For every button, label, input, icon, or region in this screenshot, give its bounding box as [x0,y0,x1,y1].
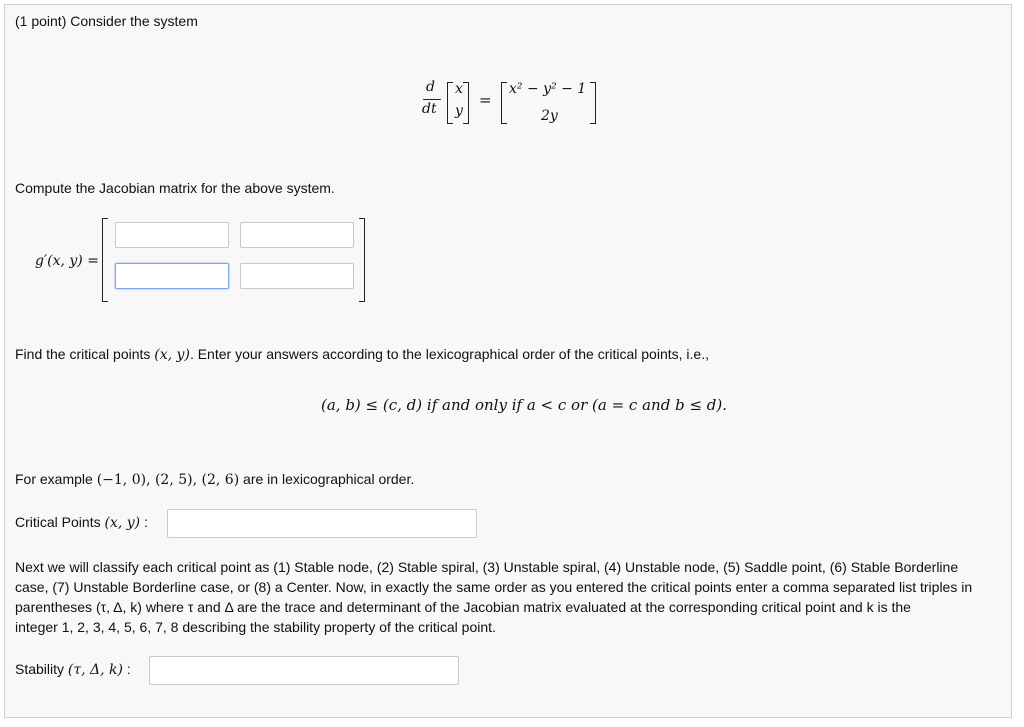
lexicographic-rule: (a, b) ≤ (c, d) if and only if a < c or (a = c and b ≤ d). [321,396,727,414]
critical-label-math: (x, y) [104,515,141,531]
problem-header: (1 point) Consider the system [15,13,198,29]
classify-line-1: Next we will classify each critical point as (1) Stable node, (2) Stable spiral, (3) Unstable spiral, (4) Unstable node, (5) Saddle point, (6) Stable Borderline [15,559,959,575]
classify-line-3: parentheses (τ, Δ, k) where τ and Δ are the trace and determinant of the Jacobian matrix evaluated at the corresponding critical point and k is the [15,599,911,615]
critical-prompt-math: (x, y) [154,347,190,363]
stability-label-colon: : [123,661,131,677]
critical-prompt [15,344,1005,365]
jacobian-left-bracket [102,218,108,302]
example-suffix: are in lexicographical order. [239,471,415,487]
example-line [15,469,1005,490]
jacobian-input-11[interactable] [115,222,229,248]
jacobian-input-21[interactable] [115,263,229,289]
left-bracket [447,82,453,124]
example-prefix: For example [15,471,97,487]
deriv-d: d [426,79,435,95]
critical-label-colon: : [140,514,148,530]
rhs-left-bracket [501,82,507,124]
classify-line-4: integer 1, 2, 3, 4, 5, 6, 7, 8 describing the stability property of the critical point. [15,619,496,635]
jacobian-input-12[interactable] [240,222,354,248]
critical-prompt-text: Find the critical points [15,346,155,362]
example-math: (−1, 0), (2, 5), (2, 6) [96,472,240,488]
equals-sign: = [479,91,492,109]
rhs-row2: 2y [541,108,558,124]
jacobian-prompt: Compute the Jacobian matrix for the above system. [15,180,335,196]
stability-input[interactable] [149,656,459,685]
critical-points-label [15,512,175,533]
jacobian-input-22[interactable] [240,263,354,289]
problem-panel [4,4,1012,718]
right-bracket [463,82,469,124]
critical-prompt-rest: . Enter your answers according to the lexicographical order of the critical points, i.e., [189,346,709,362]
classify-paragraph [15,557,1005,637]
stability-label [15,659,155,680]
stability-label-text: Stability [15,661,68,677]
vector-x: x [455,81,463,97]
rhs-right-bracket [590,82,596,124]
critical-label-text: Critical Points [15,514,105,530]
critical-points-input[interactable] [167,509,477,538]
fraction-bar [423,99,441,100]
jacobian-right-bracket [359,218,365,302]
rhs-row1: x² − y² − 1 [509,81,587,97]
vector-y: y [455,103,463,119]
classify-line-2: case, (7) Unstable Borderline case, or (8) a Center. Now, in exactly the same order as you entered the critical points enter a comma separated list triples in [15,579,973,595]
deriv-dt: dt [422,101,437,117]
stability-label-math: (τ, Δ, k) [67,662,123,678]
jacobian-label: g′(x, y) = [35,253,99,269]
